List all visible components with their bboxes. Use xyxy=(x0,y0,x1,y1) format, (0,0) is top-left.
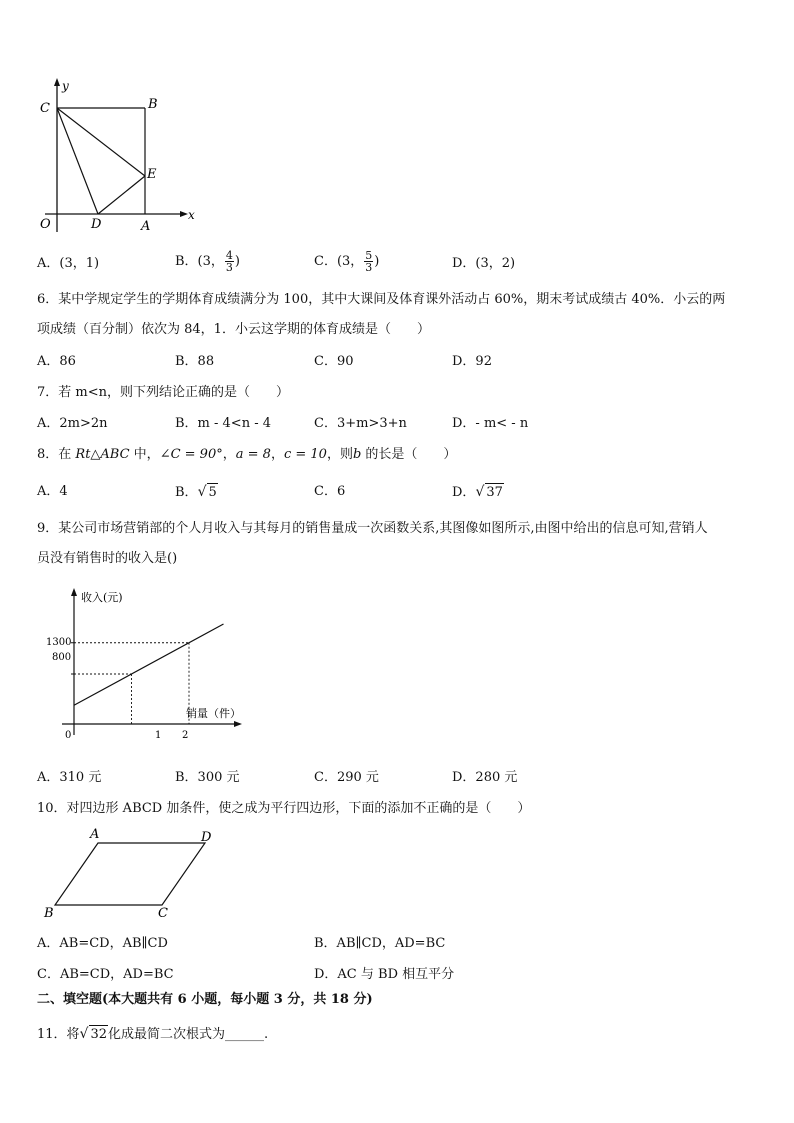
q9-option-b: B．300 元 xyxy=(175,770,240,785)
label-c: C xyxy=(40,101,50,116)
label-d: D xyxy=(91,217,102,232)
q8-stem xyxy=(37,446,456,464)
q8-option-d xyxy=(452,483,504,502)
q8-stem-mid2: ，则 xyxy=(326,447,353,462)
y-arrow xyxy=(54,78,60,86)
q7-option-a: A．2m>2n xyxy=(37,416,108,431)
q8-stem-mid1: 中， xyxy=(129,447,160,462)
q8-triangle: Rt△ABC xyxy=(75,447,130,462)
q7-option-d: D．- m< - n xyxy=(452,416,529,431)
parallelogram-abcd xyxy=(55,843,205,905)
section-2-heading: 二、填空题(本大题共有 6 小题，每小题 3 分，共 18 分) xyxy=(37,992,373,1007)
label-b: B xyxy=(148,97,158,112)
q10-label-d: D xyxy=(201,830,212,845)
q6-line1: 6．某中学规定学生的学期体育成绩满分为 100，其中大课间及体育课外活动占 60%，期末考试成绩古 40%．小云的两 xyxy=(37,292,726,307)
q8-comma1: ， xyxy=(222,447,236,462)
q7-stem: 7．若 m<n，则下列结论正确的是（ ） xyxy=(37,385,289,400)
q5-option-b-fraction xyxy=(225,250,234,273)
q5-option-b-denominator: 3 xyxy=(225,261,233,274)
q5-option-b-prefix: B．(3， xyxy=(175,254,224,269)
q8-side-b: b xyxy=(352,447,362,462)
q6-option-d: D．92 xyxy=(452,354,492,369)
q10-option-c: C．AB=CD，AD=BC xyxy=(37,967,174,982)
q5-option-c xyxy=(314,248,379,276)
q7-option-b: B．m - 4<n - 4 xyxy=(175,416,272,431)
q5-option-c-fraction xyxy=(364,250,373,273)
x-arrow xyxy=(180,211,188,217)
q10-label-b: B xyxy=(44,906,54,921)
q5-option-c-numerator: 5 xyxy=(365,249,373,262)
q8-option-d-radicand: 37 xyxy=(486,485,503,500)
label-o: O xyxy=(40,217,51,232)
q11-stem xyxy=(37,1025,268,1044)
q11-pre: 11．将 xyxy=(37,1027,80,1042)
q5-figure xyxy=(30,72,205,242)
chart-tick-800: 800 xyxy=(52,652,72,663)
q6-option-c: C．90 xyxy=(314,354,354,369)
chart-y-label: 收入(元) xyxy=(81,591,123,604)
q10-option-a: A．AB=CD，AB∥CD xyxy=(37,936,168,951)
q9-option-d: D．280 元 xyxy=(452,770,518,785)
q10-parallelogram-figure xyxy=(38,824,223,924)
sqrt-icon: √ xyxy=(475,484,485,500)
q9-line2: 员没有销售时的收入是() xyxy=(37,551,178,566)
q8-side-a: a = 8 xyxy=(235,447,271,462)
q5-option-a: A．(3，1) xyxy=(37,256,100,271)
q8-option-c: C．6 xyxy=(314,484,346,499)
q5-option-b-suffix: ) xyxy=(234,254,240,269)
q8-option-d-label: D． xyxy=(452,485,476,500)
label-x: x xyxy=(188,208,195,222)
q8-option-b-radicand: 5 xyxy=(208,485,217,500)
q11-post: 化成最简二次根式为______. xyxy=(108,1027,269,1042)
chart-x-arrow xyxy=(234,721,242,727)
q8-option-a: A．4 xyxy=(37,484,68,499)
q8-comma2: ， xyxy=(270,447,284,462)
chart-tick-x0: 0 xyxy=(65,730,72,741)
q5-option-c-denominator: 3 xyxy=(365,261,373,274)
q8-side-c: c = 10 xyxy=(283,447,327,462)
sqrt-icon: √ xyxy=(197,484,207,500)
label-a: A xyxy=(141,219,151,234)
q5-option-c-prefix: C．(3， xyxy=(314,254,364,269)
q6-line2: 项成绩（百分制）依次为 84，1．小云这学期的体育成绩是（ ） xyxy=(37,322,430,337)
q5-option-b-numerator: 4 xyxy=(225,249,233,262)
label-y: y xyxy=(62,79,69,93)
chart-tick-1300: 1300 xyxy=(46,637,72,648)
q5-option-c-suffix: ) xyxy=(374,254,380,269)
q6-option-b: B．88 xyxy=(175,354,215,369)
q11-radicand: 32 xyxy=(90,1027,108,1042)
q9-line1: 9．某公司市场营销部的个人月收入与其每月的销售量成一次函数关系,其图像如图所示,由图中给出的信息可知,营销人 xyxy=(37,521,708,536)
income-line xyxy=(74,624,224,705)
chart-y-arrow xyxy=(71,588,77,596)
q6-option-a: A．86 xyxy=(37,354,76,369)
q10-label-c: C xyxy=(158,906,168,921)
q10-label-a: A xyxy=(90,827,100,842)
label-e: E xyxy=(147,167,157,182)
q8-option-b-label: B． xyxy=(175,485,198,500)
chart-tick-x2: 2 xyxy=(182,730,189,741)
q8-option-b xyxy=(175,483,218,502)
q10-option-b: B．AB∥CD，AD=BC xyxy=(314,936,446,951)
q8-angle: ∠C = 90° xyxy=(159,447,223,462)
q5-option-b xyxy=(175,248,240,276)
q9-chart xyxy=(40,585,260,745)
q7-option-c: C．3+m>3+n xyxy=(314,416,407,431)
q8-stem-end: 的长是（ ） xyxy=(361,447,457,462)
chart-x-label: 销量（件） xyxy=(186,707,241,720)
sqrt-icon: √ xyxy=(79,1026,89,1042)
q10-stem: 10．对四边形 ABCD 加条件，使之成为平行四边形，下面的添加不正确的是（ ） xyxy=(37,801,531,816)
segment-de xyxy=(98,176,145,214)
q5-option-d: D．(3，2) xyxy=(452,256,516,271)
chart-tick-x1: 1 xyxy=(155,730,162,741)
q9-option-a: A．310 元 xyxy=(37,770,102,785)
q9-option-c: C．290 元 xyxy=(314,770,379,785)
q10-option-d: D．AC 与 BD 相互平分 xyxy=(314,967,455,982)
q8-stem-pre: 8．在 xyxy=(37,447,76,462)
